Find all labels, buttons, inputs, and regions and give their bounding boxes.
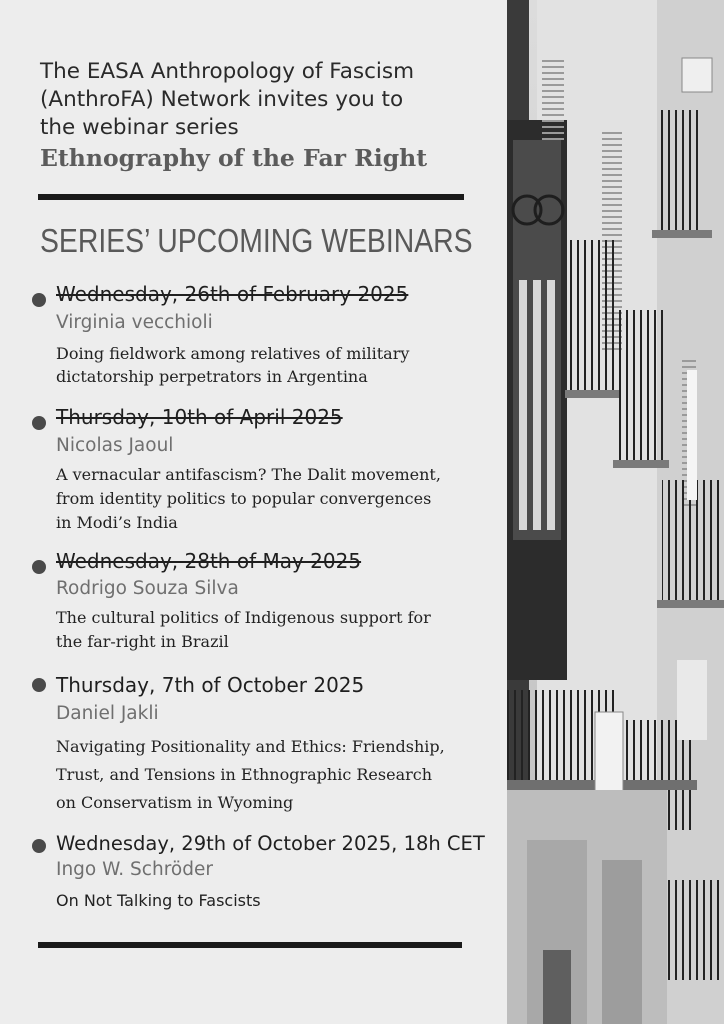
bullet-icon	[32, 678, 46, 692]
talk-line: dictatorship perpetrators in Argentina	[56, 367, 368, 386]
bullet-icon	[32, 293, 46, 307]
talk-line: Trust, and Tensions in Ethnographic Research	[56, 765, 433, 784]
building-illustration	[507, 0, 724, 1024]
talk-line: on Conservatism in Wyoming	[56, 793, 294, 812]
talk-line: Navigating Positionality and Ethics: Friendship,	[56, 737, 445, 756]
webinar-talk-title	[56, 889, 506, 913]
intro-line: The EASA Anthropology of Fascism	[40, 59, 415, 84]
talk-line: A vernacular antifascism? The Dalit movement,	[56, 465, 441, 484]
building-facade-photo	[507, 0, 724, 1024]
talk-line: from identity politics to popular convergences	[56, 489, 432, 508]
webinar-date: Thursday, 7th of October 2025	[56, 673, 365, 697]
bullet-icon	[32, 839, 46, 853]
webinar-speaker: Ingo W. Schröder	[56, 859, 213, 880]
webinar-speaker: Virginia vecchioli	[56, 312, 213, 333]
talk-line: The cultural politics of Indigenous support for	[56, 608, 431, 627]
webinar-speaker: Rodrigo Souza Silva	[56, 578, 239, 599]
webinar-talk-title	[56, 606, 506, 654]
webinar-talk-title	[56, 733, 506, 817]
series-title: Ethnography of the Far Right	[40, 144, 428, 172]
webinar-date: Thursday, 10th of April 2025	[56, 405, 343, 429]
talk-line: Doing fieldwork among relatives of military	[56, 344, 410, 363]
talk-line: in Modi’s India	[56, 513, 178, 532]
webinar-speaker: Nicolas Jaoul	[56, 435, 174, 456]
intro-text	[40, 58, 490, 142]
bullet-icon	[32, 560, 46, 574]
webinar-date: Wednesday, 28th of May 2025	[56, 549, 362, 573]
webinar-talk-title	[56, 342, 506, 388]
intro-line: the webinar series	[40, 115, 239, 140]
section-heading: SERIES’ UPCOMING WEBINARS	[40, 222, 473, 259]
webinar-talk-title	[56, 463, 506, 535]
webinar-speaker: Daniel Jakli	[56, 703, 159, 724]
talk-line: the far-right in Brazil	[56, 632, 229, 651]
webinar-date: Wednesday, 29th of October 2025, 18h CET	[56, 832, 485, 855]
top-divider	[38, 194, 464, 200]
bottom-divider	[38, 942, 462, 948]
webinar-date: Wednesday, 26th of February 2025	[56, 282, 409, 306]
bullet-icon	[32, 416, 46, 430]
intro-line: (AnthroFA) Network invites you to	[40, 87, 404, 112]
talk-line: On Not Talking to Fascists	[56, 891, 261, 910]
